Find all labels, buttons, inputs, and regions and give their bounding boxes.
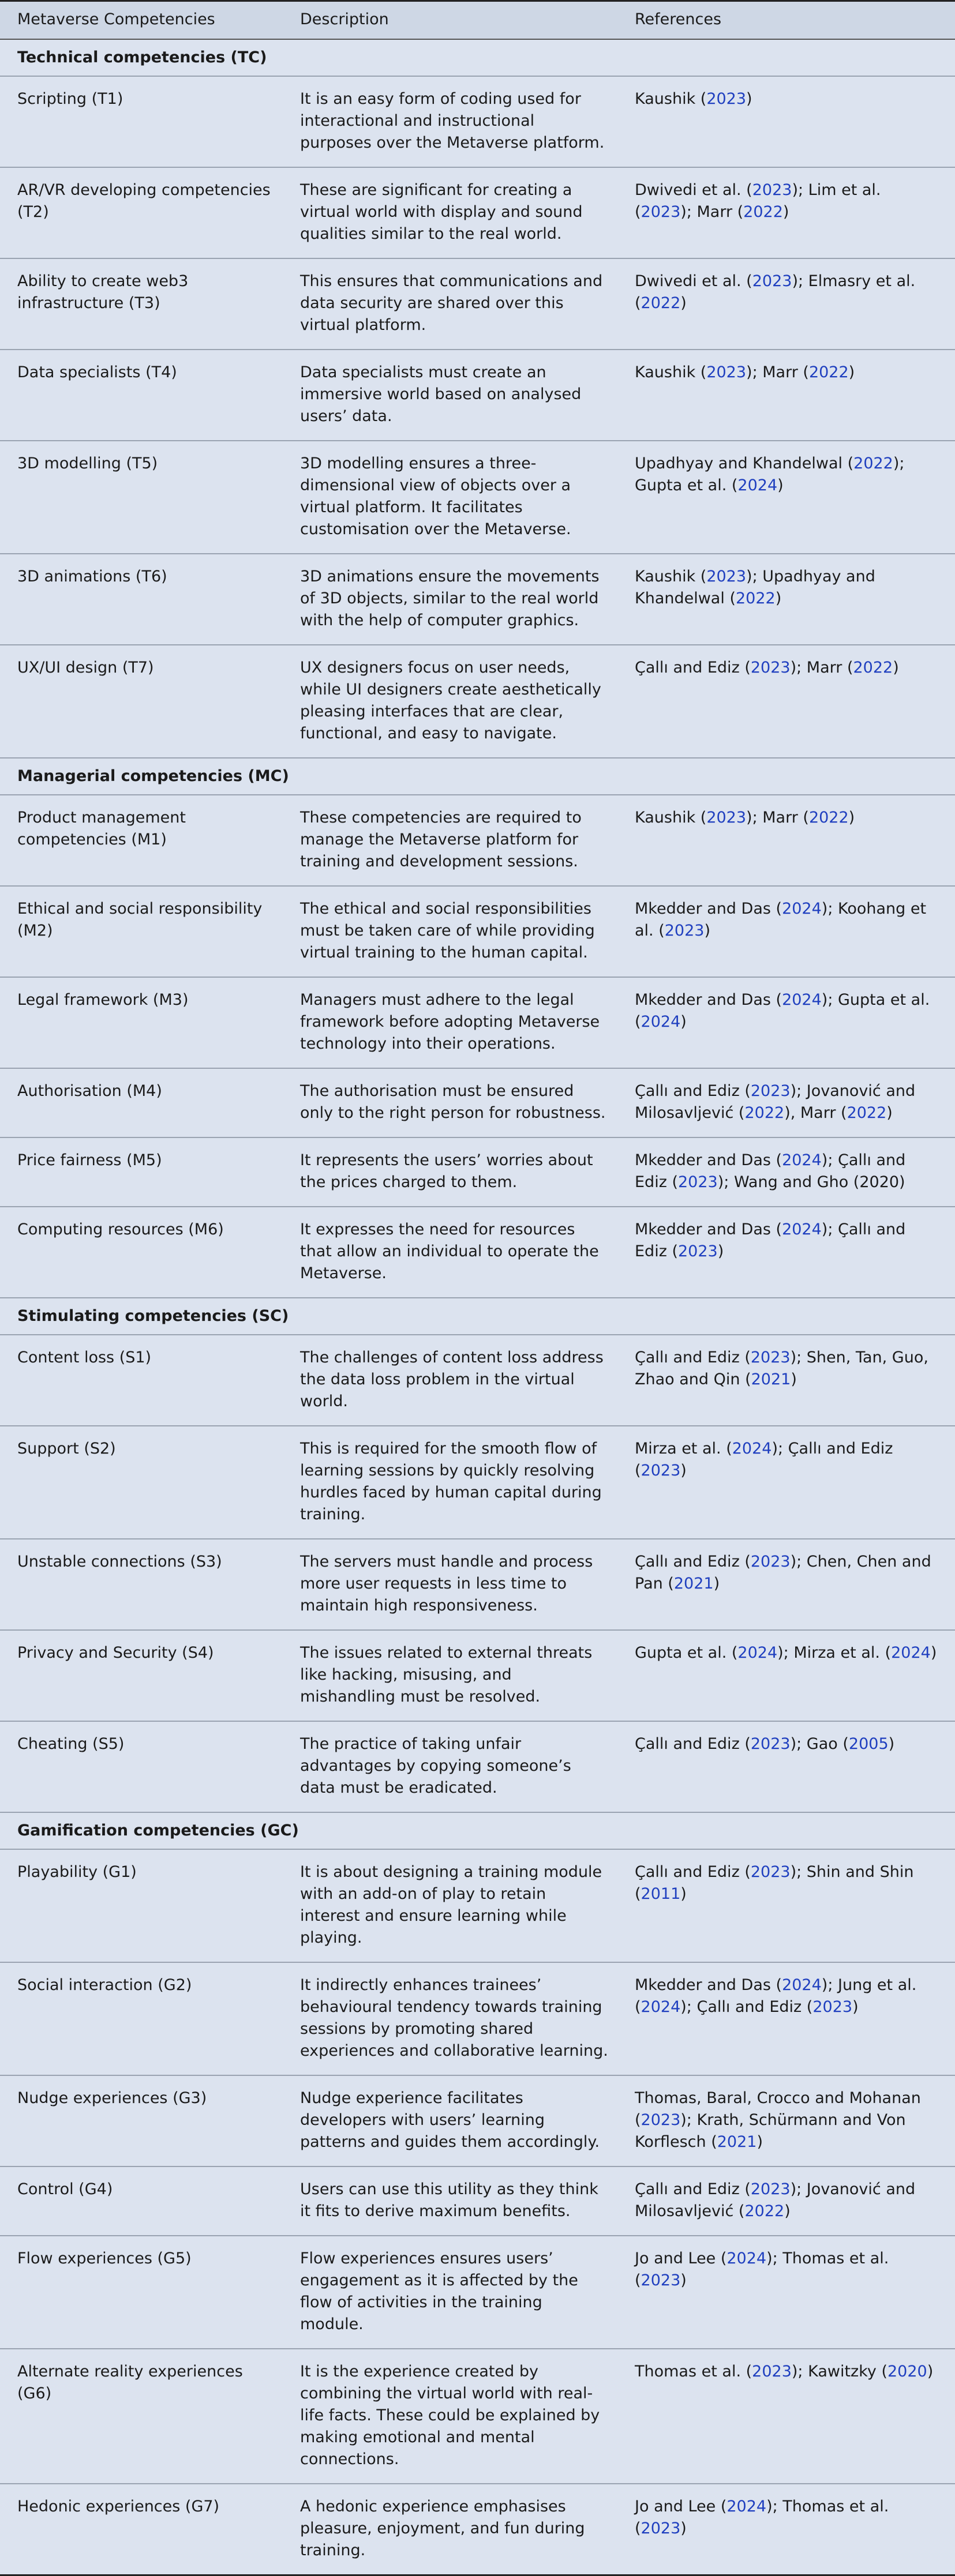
competency-references [623,2166,955,2236]
header-references: References [623,1,955,40]
citation-year-link[interactable]: 2024 [726,2498,767,2515]
citation-text: ) [848,809,855,827]
section-title: Gamification competencies (GC) [0,1812,955,1849]
citation-text: Gupta et al. ( [635,1644,738,1662]
citation-year-link[interactable]: 2024 [782,1976,822,1994]
citation-text: ); [790,1863,807,1881]
citation-text: ); [791,2363,808,2380]
table-row [0,1426,955,1539]
citation-text: Jovanović and Milosavljević ( [635,2180,916,2220]
section-row [0,1812,955,1849]
citation-text: Krath, Schürmann and Von Korflesch ( [635,2111,906,2151]
citation-text: Çallı and Ediz ( [635,1735,751,1753]
citation-text: ) [852,1998,859,2016]
competency-name: Hedonic experiences (G7) [0,2484,289,2575]
citation-text: Mirza et al. ( [635,1440,732,1458]
competency-references [623,167,955,258]
competency-description: It is the experience created by combining the virtual world with real-life facts. These could be explained by making emotional and mental connections. [289,2349,623,2484]
header-competencies: Metaverse Competencies [0,1,289,40]
header-description: Description [289,1,623,40]
citation-text: Elmasry et al. ( [635,272,916,312]
citation-year-link[interactable]: 2024 [737,476,778,494]
citation-text: Jo and Lee ( [635,2250,727,2267]
citation-text: ) [848,363,855,381]
citation-year-link[interactable]: 2022 [808,809,849,827]
competency-name: 3D modelling (T5) [0,441,289,554]
citation-text: Kaushik ( [635,809,707,827]
citation-text: Kawitzky ( [808,2363,887,2380]
competency-references [623,1849,955,1962]
citation-year-link[interactable]: 2022 [853,659,893,677]
citation-text: ); [792,181,808,199]
citation-text: Thomas et al. ( [635,2250,889,2289]
citation-year-link[interactable]: 2022 [847,1104,887,1122]
table-row [0,1630,955,1721]
citation-year-link[interactable]: 2022 [808,363,849,381]
citation-text: ) [717,1242,724,1260]
competency-references [623,1137,955,1207]
section-row [0,39,955,76]
table-row [0,886,955,977]
citation-text: Lim et al. ( [635,181,881,221]
citation-text: ) [680,2271,687,2289]
citation-text: ) [888,1735,895,1753]
competency-references [623,2236,955,2349]
citation-year-link[interactable]: 2023 [678,1173,718,1191]
citation-text: Marr ( [800,1104,847,1122]
citation-year-link[interactable]: 2023 [752,2363,792,2380]
citation-year-link[interactable]: 2023 [750,659,791,677]
citation-text: Koohang et al. ( [635,900,927,940]
citation-text: Çallı and Ediz ( [635,1440,893,1479]
citation-text: ); [766,2250,783,2267]
citation-text: Gupta et al. ( [635,476,738,494]
competency-description: It is an easy form of coding used for interactional and instructional purposes over the Metaverse platform. [289,76,623,167]
citation-text: ); [772,1440,788,1458]
citation-text: ); [792,272,808,290]
competency-description: It represents the users’ worries about the prices charged to them. [289,1137,623,1207]
citation-text: Çallı and Ediz ( [635,1221,906,1260]
citation-year-link[interactable]: 2024 [732,1440,772,1458]
competency-name: Price fairness (M5) [0,1137,289,1207]
competency-name: Scripting (T1) [0,76,289,167]
competency-description: The practice of taking unfair advantages by copying someone’s data must be eradicated. [289,1721,623,1812]
citation-text: ); [821,1976,838,1994]
citation-year-link[interactable]: 2023 [706,90,747,108]
citation-year-link[interactable]: 2021 [717,2133,757,2151]
citation-text: Mkedder and Das ( [635,991,782,1009]
competency-name: Social interaction (G2) [0,1962,289,2075]
competency-references [623,2484,955,2575]
competency-references [623,76,955,167]
citation-text: ) [680,2519,687,2537]
header-row [0,1,955,40]
competency-name: Flow experiences (G5) [0,2236,289,2349]
citation-year-link[interactable]: 2022 [641,294,681,312]
table-row [0,258,955,350]
citation-year-link[interactable]: 2023 [812,1998,853,2016]
citation-year-link[interactable]: 2024 [737,1644,778,1662]
citation-text: ) [782,203,789,221]
competency-description: These are significant for creating a virtual world with display and sound qualities similar to the real world. [289,167,623,258]
competency-description: It indirectly enhances trainees’ behavioural tendency towards training sessions by promoting shared experiences and collaborative learning. [289,1962,623,2075]
competency-name: Data specialists (T4) [0,350,289,441]
citation-text: Çallı and Ediz ( [696,1998,813,2016]
citation-year-link[interactable]: 2022 [735,589,776,607]
citation-text: ) [886,1104,893,1122]
competency-name: Legal framework (M3) [0,977,289,1068]
competency-description: The challenges of content loss address the data loss problem in the virtual world. [289,1335,623,1426]
citation-year-link[interactable]: 2023 [706,363,747,381]
citation-year-link[interactable]: 2024 [891,1644,931,1662]
citation-text: ); [821,900,838,918]
competency-description: UX designers focus on user needs, while UI designers create aesthetically pleasing interfaces that are clear, functional, and easy to navigate. [289,645,623,758]
citation-text: Marr ( [806,659,853,677]
citation-year-link[interactable]: 2023 [641,2519,681,2537]
citation-text: Marr ( [696,203,744,221]
citation-year-link[interactable]: 2023 [706,809,747,827]
competency-references [623,1207,955,1298]
section-title: Managerial competencies (MC) [0,758,955,795]
table-row [0,645,955,758]
table-body [0,39,955,2575]
competency-references [623,1335,955,1426]
citation-text: ); [680,203,697,221]
citation-text: ) [680,1462,687,1479]
competency-references [623,554,955,645]
citation-text: ); [893,455,905,472]
citation-text: Çallı and Ediz ( [635,1151,906,1191]
table-row [0,795,955,886]
citation-text: Çallı and Ediz ( [635,659,751,677]
table-row [0,1335,955,1426]
citation-year-link[interactable]: 2024 [782,1151,822,1169]
citation-text: Chen, Chen and Pan ( [635,1553,931,1593]
citation-text: Marr ( [762,809,809,827]
citation-text: Gao ( [806,1735,849,1753]
citation-text: Shen, Tan, Guo, Zhao and Qin ( [635,1349,928,1388]
citation-year-link[interactable]: 2022 [744,1104,785,1122]
competency-description: This is required for the smooth flow of learning sessions by quickly resolving hurdles faced by human capital during training. [289,1426,623,1539]
competency-references [623,2349,955,2484]
citation-text: ) [777,476,784,494]
citation-text: ) [927,2363,934,2380]
competency-description: Users can use this utility as they think it fits to derive maximum benefits. [289,2166,623,2236]
citation-year-link[interactable]: 2024 [726,2250,767,2267]
table-row [0,2166,955,2236]
citation-text: ); [790,1735,807,1753]
competency-description: Nudge experience facilitates developers with users’ learning patterns and guides them accordingly. [289,2075,623,2166]
citation-year-link[interactable]: 2024 [782,900,822,918]
citation-text: Çallı and Ediz ( [635,1863,751,1881]
table-row [0,554,955,645]
citation-text: ); [821,1221,838,1238]
competency-name: Computing resources (M6) [0,1207,289,1298]
citation-text: Shin and Shin ( [635,1863,914,1903]
competency-name: Control (G4) [0,2166,289,2236]
citation-text: ) [680,1013,687,1031]
table-row [0,1207,955,1298]
competency-description: The ethical and social responsibilities must be taken care of while providing virtual training to the human capital. [289,886,623,977]
competency-name: Content loss (S1) [0,1335,289,1426]
competency-name: AR/VR developing competencies (T2) [0,167,289,258]
citation-text: ) [680,1885,687,1903]
competency-references [623,1962,955,2075]
citation-year-link[interactable]: 2021 [751,1370,791,1388]
competency-description: Data specialists must create an immersive world based on analysed users’ data. [289,350,623,441]
citation-text: ); [766,2498,783,2515]
table-row [0,1539,955,1630]
competency-name: Ability to create web3 infrastructure (T3) [0,258,289,350]
competency-description: 3D animations ensure the movements of 3D objects, similar to the real world with the help of computer graphics. [289,554,623,645]
competency-name: Ethical and social responsibility (M2) [0,886,289,977]
competency-references [623,1426,955,1539]
citation-year-link[interactable]: 2023 [750,1863,791,1881]
citation-year-link[interactable]: 2020 [887,2363,927,2380]
citation-year-link[interactable]: 2023 [752,181,792,199]
competency-references [623,441,955,554]
competency-description: A hedonic experience emphasises pleasure, enjoyment, and fun during training. [289,2484,623,2575]
citation-text: ); [790,2180,807,2198]
competency-name: Alternate reality experiences (G6) [0,2349,289,2484]
citation-text: Kaushik ( [635,363,707,381]
competency-name: Playability (G1) [0,1849,289,1962]
citation-year-link[interactable]: 2024 [782,1221,822,1238]
table-row [0,441,955,554]
citation-text: Jung et al. ( [635,1976,917,2016]
competency-references [623,1068,955,1137]
competency-references [623,1539,955,1630]
competency-references [623,886,955,977]
section-row [0,1298,955,1335]
competency-description: The issues related to external threats like hacking, misusing, and mishandling must be resolved. [289,1630,623,1721]
table-row [0,76,955,167]
competency-references [623,258,955,350]
competency-description: The authorisation must be ensured only to the right person for robustness. [289,1068,623,1137]
citation-text: Upadhyay and Khandelwal ( [635,455,854,472]
citation-text: Çallı and Ediz ( [635,2180,751,2198]
citation-text: ) [893,659,899,677]
competency-references [623,350,955,441]
citation-text: Dwivedi et al. ( [635,272,752,290]
citation-year-link[interactable]: 2023 [750,1082,791,1100]
citation-year-link[interactable]: 2024 [641,1013,681,1031]
citation-text: Thomas, Baral, Crocco and Mohanan ( [635,2089,921,2129]
table-row [0,2236,955,2349]
citation-text: ), [784,1104,800,1122]
citation-text: ) [756,2133,763,2151]
citation-text: ) [791,1370,797,1388]
section-title: Technical competencies (TC) [0,39,955,76]
citation-text: Thomas et al. ( [635,2363,752,2380]
citation-text: ) [784,2202,791,2220]
section-row [0,758,955,795]
competency-name: Nudge experiences (G3) [0,2075,289,2166]
competency-references [623,2075,955,2166]
competency-references [623,645,955,758]
citation-text: ) [680,294,687,312]
citation-text: Jo and Lee ( [635,2498,727,2515]
table-row [0,2349,955,2484]
citation-text: ); [746,568,763,585]
citation-text: Çallı and Ediz ( [635,1349,751,1366]
citation-text: Dwivedi et al. ( [635,181,752,199]
competency-name: Authorisation (M4) [0,1068,289,1137]
citation-text: ); [717,1173,734,1191]
competency-description: These competencies are required to manage the Metaverse platform for training and development sessions. [289,795,623,886]
citation-year-link[interactable]: 2023 [750,1553,791,1571]
citation-text: Mkedder and Das ( [635,900,782,918]
competency-references [623,1630,955,1721]
table-row [0,1849,955,1962]
citation-year-link[interactable]: 2023 [641,1462,681,1479]
citation-year-link[interactable]: 2021 [673,1575,714,1593]
table-row [0,350,955,441]
citation-year-link[interactable]: 2023 [750,1735,791,1753]
citation-text: ) [775,589,782,607]
citation-text: ); [746,809,763,827]
citation-year-link[interactable]: 2023 [678,1242,718,1260]
citation-text: ); [790,1349,807,1366]
citation-text: Upadhyay and Khandelwal ( [635,568,875,607]
competency-name: Cheating (S5) [0,1721,289,1812]
citation-text: ) [746,90,752,108]
competency-description: This ensures that communications and data security are shared over this virtual platform. [289,258,623,350]
table-row [0,1137,955,1207]
citation-text: ) [713,1575,720,1593]
citation-text: ); [790,1082,807,1100]
competency-name: Unstable connections (S3) [0,1539,289,1630]
citation-text: Mkedder and Das ( [635,1151,782,1169]
citation-year-link[interactable]: 2011 [641,1885,681,1903]
table-row [0,1068,955,1137]
citation-text: Kaushik ( [635,90,707,108]
citation-year-link[interactable]: 2005 [848,1735,889,1753]
citation-year-link[interactable]: 2023 [706,568,747,585]
citation-text: ); [680,1998,697,2016]
citation-text: Jovanović and Milosavljević ( [635,1082,916,1122]
citation-text: Çallı and Ediz ( [635,1553,751,1571]
citation-year-link[interactable]: 2022 [744,2202,785,2220]
citation-text: ) [704,922,711,940]
table-row [0,167,955,258]
citation-text: Wang and Gho (2020) [733,1173,905,1191]
competency-description: The servers must handle and process more user requests in less time to maintain high responsiveness. [289,1539,623,1630]
citation-text: ); [790,1553,807,1571]
citation-text: Gupta et al. ( [635,991,930,1031]
competency-name: Privacy and Security (S4) [0,1630,289,1721]
table-row [0,2484,955,2575]
citation-year-link[interactable]: 2024 [782,991,822,1009]
citation-text: Marr ( [762,363,809,381]
citation-year-link[interactable]: 2023 [664,922,705,940]
citation-text: ); [777,1644,794,1662]
citation-year-link[interactable]: 2022 [853,455,893,472]
citation-text: ); [790,659,807,677]
citation-text: Çallı and Ediz ( [635,1082,751,1100]
competency-references [623,1721,955,1812]
table-row [0,1721,955,1812]
competency-name: 3D animations (T6) [0,554,289,645]
citation-year-link[interactable]: 2023 [752,272,792,290]
citation-text: ) [930,1644,937,1662]
citation-year-link[interactable]: 2023 [641,2271,681,2289]
competency-description: Managers must adhere to the legal framework before adopting Metaverse technology into their operations. [289,977,623,1068]
table-row [0,1962,955,2075]
table-row [0,977,955,1068]
competency-name: Product management competencies (M1) [0,795,289,886]
section-title: Stimulating competencies (SC) [0,1298,955,1335]
citation-text: Thomas et al. ( [635,2498,889,2537]
table-row [0,2075,955,2166]
citation-year-link[interactable]: 2023 [750,2180,791,2198]
citation-year-link[interactable]: 2023 [750,1349,791,1366]
citation-text: ); [680,2111,697,2129]
citation-year-link[interactable]: 2024 [641,1998,681,2016]
citation-text: ); [821,991,838,1009]
competency-name: UX/UI design (T7) [0,645,289,758]
citation-text: Mirza et al. ( [793,1644,892,1662]
citation-year-link[interactable]: 2022 [743,203,783,221]
competency-description: Flow experiences ensures users’ engagement as it is affected by the flow of activities in the training module. [289,2236,623,2349]
competency-references [623,977,955,1068]
citation-text: ); [821,1151,838,1169]
competency-references [623,795,955,886]
citation-text: Mkedder and Das ( [635,1221,782,1238]
competency-name: Support (S2) [0,1426,289,1539]
citation-text: Kaushik ( [635,568,707,585]
competency-description: It is about designing a training module with an add-on of play to retain interest and ensure learning while playing. [289,1849,623,1962]
citation-text: ); [746,363,763,381]
citation-year-link[interactable]: 2023 [641,2111,681,2129]
competency-description: 3D modelling ensures a three-dimensional view of objects over a virtual platform. It facilitates customisation over the Metaverse. [289,441,623,554]
citation-year-link[interactable]: 2023 [641,203,681,221]
competency-description: It expresses the need for resources that allow an individual to operate the Metaverse. [289,1207,623,1298]
citation-text: Mkedder and Das ( [635,1976,782,1994]
